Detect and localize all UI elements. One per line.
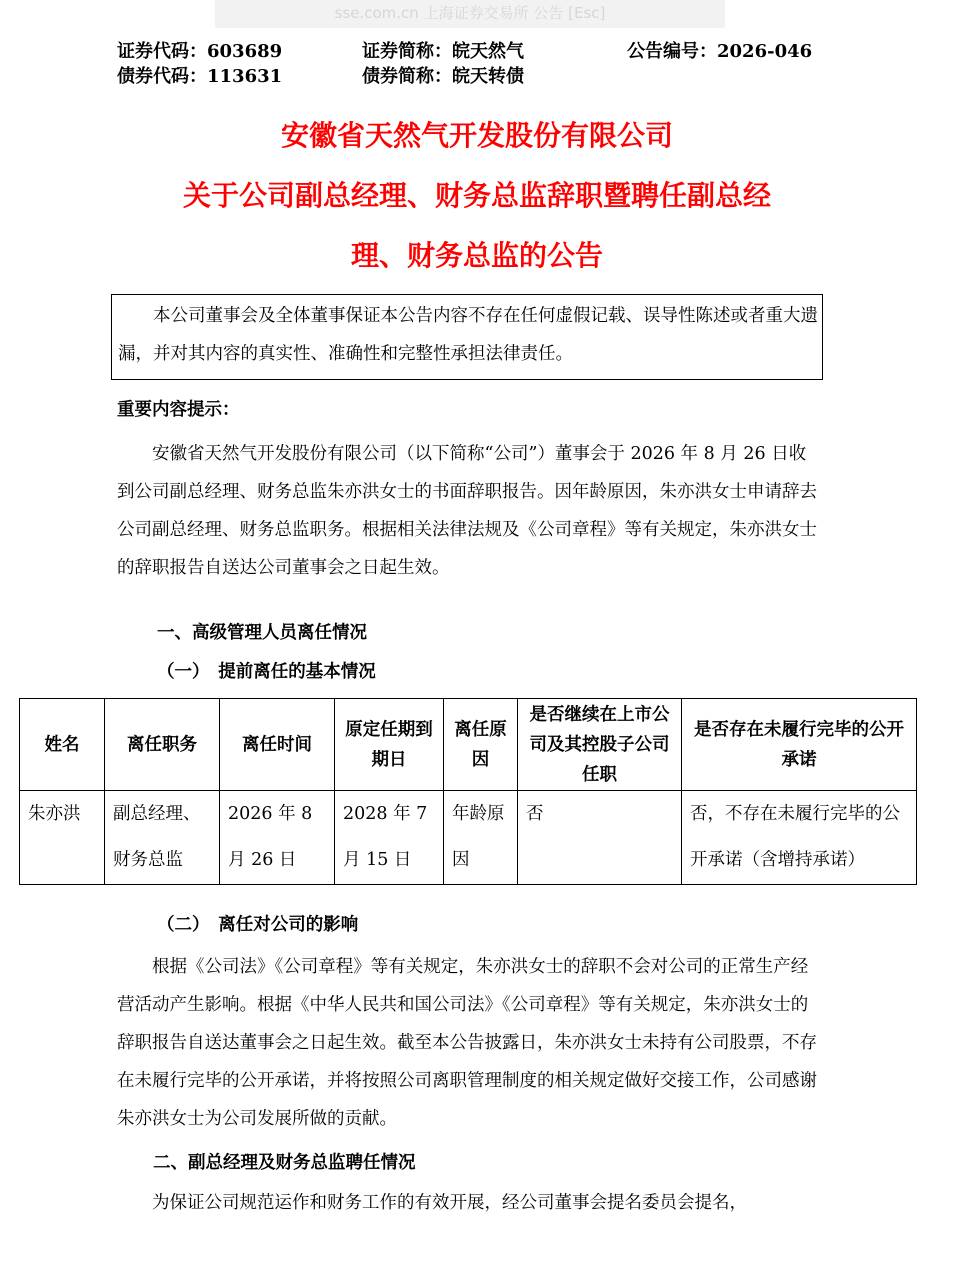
stock-abbr: 证券简称：皖天然气: [362, 41, 524, 62]
table-cell: 否，不存在未履行完毕的公开承诺（含增持承诺）: [682, 791, 917, 885]
resignation-table: [19, 698, 917, 885]
subsection-2-heading: （二） 离任对公司的影响: [157, 915, 359, 935]
table-cell: 副总经理、财务总监: [105, 791, 220, 885]
announcement-number: 公告编号：2026-046: [627, 41, 813, 62]
watermark-banner: sse.com.cn 上海证券交易所 公告 [Esc]: [215, 0, 725, 28]
disclaimer-box: 本公司董事会及全体董事保证本公告内容不存在任何虚假记载、误导性陈述或者重大遗漏，并对其内容的真实性、准确性和完整性承担法律责任。: [111, 294, 823, 380]
appointment-paragraph: 为保证公司规范运作和财务工作的有效开展，经公司董事会提名委员会提名，: [152, 1193, 747, 1213]
table-cell: 2026 年 8 月 26 日: [220, 791, 335, 885]
table-header-cell: 离任时间: [220, 699, 335, 791]
table-header-row: [20, 699, 917, 791]
table-header-cell: 离任原因: [444, 699, 518, 791]
table-cell: 2028 年 7 月 15 日: [335, 791, 444, 885]
important-paragraph: 安徽省天然气开发股份有限公司（以下简称“公司”）董事会于 2026 年 8 月 26 日收到公司副总经理、财务总监朱亦洪女士的书面辞职报告。因年龄原因，朱亦洪女士申请辞去公司副总经理、财务总监职务。根据相关法律法规及《公司章程》等有关规定，朱亦洪女士的辞职报告自送达公司董事会之日起生效。: [117, 444, 817, 578]
subsection-1-heading: （一） 提前离任的基本情况: [157, 662, 376, 682]
table-header-cell: 姓名: [20, 699, 105, 791]
table-cell: 朱亦洪: [20, 791, 105, 885]
title-line-1: 安徽省天然气开发股份有限公司: [280, 119, 673, 152]
table-header-cell: 是否存在未履行完毕的公开承诺: [682, 699, 917, 791]
table-row: [20, 791, 917, 885]
table-header-cell: 原定任期到期日: [335, 699, 444, 791]
important-heading: 重要内容提示：: [117, 400, 240, 420]
table-cell: 年龄原因: [444, 791, 518, 885]
section-2-heading: 二、副总经理及财务总监聘任情况: [153, 1153, 416, 1173]
bond-code: 债券代码：113631: [117, 66, 283, 87]
impact-paragraph: 根据《公司法》《公司章程》等有关规定，朱亦洪女士的辞职不会对公司的正常生产经营活动产生影响。根据《中华人民共和国公司法》《公司章程》等有关规定，朱亦洪女士的辞职报告自送达董事会之日起生效。截至本公告披露日，朱亦洪女士未持有公司股票，不存在未履行完毕的公开承诺，并将按照公司离职管理制度的相关规定做好交接工作，公司感谢朱亦洪女士为公司发展所做的贡献。: [117, 957, 817, 1129]
bond-abbr: 债券简称：皖天转债: [362, 66, 524, 87]
title-line-2: 关于公司副总经理、财务总监辞职暨聘任副总经: [182, 179, 771, 212]
table-cell: 否: [518, 791, 682, 885]
table-header-cell: 离任职务: [105, 699, 220, 791]
section-1-heading: 一、高级管理人员离任情况: [157, 623, 367, 643]
title-line-3: 理、财务总监的公告: [350, 239, 603, 272]
table-header-cell: 是否继续在上市公司及其控股子公司任职: [518, 699, 682, 791]
stock-code: 证券代码：603689: [117, 41, 283, 62]
